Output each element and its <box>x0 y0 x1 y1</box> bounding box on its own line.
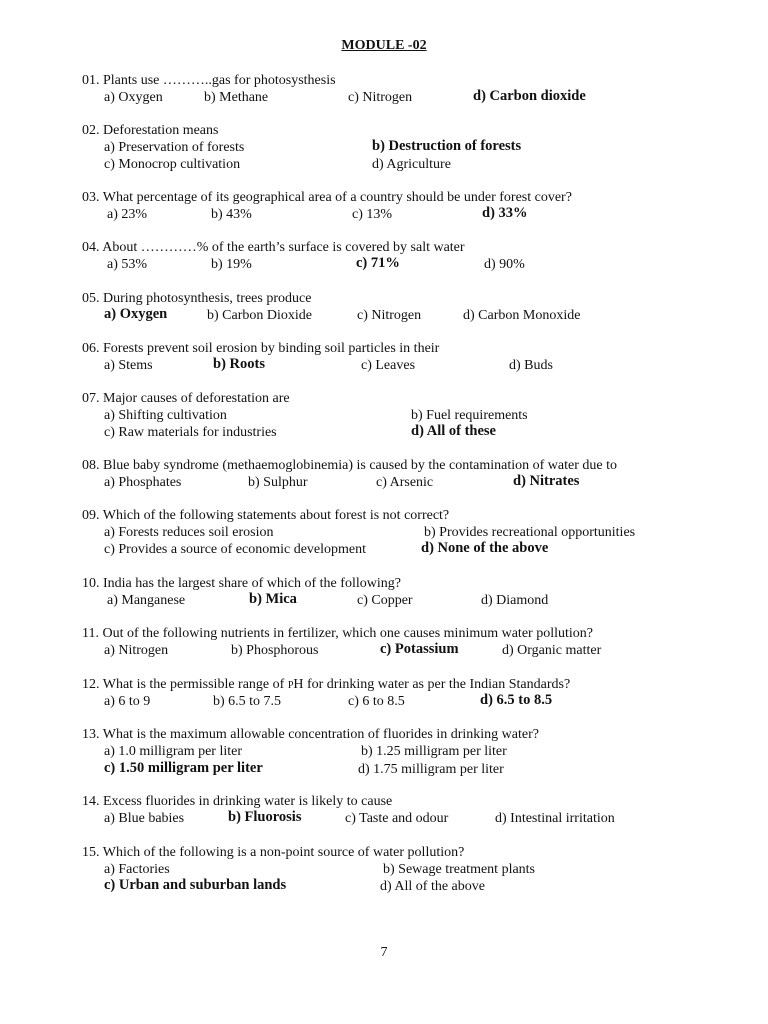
option-b: b) Phosphorous <box>231 643 319 658</box>
question-text: 02. Deforestation means <box>82 123 219 138</box>
option-b: b) Carbon Dioxide <box>207 308 312 323</box>
correct-answer: b) Roots <box>213 356 265 372</box>
option-a: a) 1.0 milligram per liter <box>104 744 243 759</box>
option-b: b) Methane <box>204 90 269 105</box>
option-c: c) Copper <box>357 593 413 608</box>
option-c: c) Taste and odour <box>345 811 449 826</box>
question-text: 10. India has the largest share of which of the following? <box>82 576 401 591</box>
correct-answer: d) Carbon dioxide <box>473 88 586 104</box>
option-c: c) Nitrogen <box>348 90 413 105</box>
option-d: d) Organic matter <box>502 643 602 658</box>
question-text: 03. What percentage of its geographical area of a country should be under forest cover? <box>82 190 572 205</box>
option-d: d) Carbon Monoxide <box>463 308 581 323</box>
option-a: a) Stems <box>104 358 153 373</box>
option-d: d) Buds <box>509 358 553 373</box>
option-c: c) 6 to 8.5 <box>348 694 405 709</box>
correct-answer: d) None of the above <box>421 540 549 556</box>
correct-answer: d) 6.5 to 8.5 <box>480 692 553 708</box>
option-c: c) Leaves <box>361 358 416 373</box>
option-a: a) Forests reduces soil erosion <box>104 525 274 540</box>
option-b: b) Sulphur <box>248 475 308 490</box>
question-text: 06. Forests prevent soil erosion by binding soil particles in their <box>82 341 440 356</box>
option-b: b) 1.25 milligram per liter <box>361 744 507 759</box>
option-d: d) Diamond <box>481 593 549 608</box>
option-b: b) 6.5 to 7.5 <box>213 694 282 709</box>
question-text: 05. During photosynthesis, trees produce <box>82 291 312 306</box>
correct-answer: d) Nitrates <box>513 473 580 489</box>
correct-answer: b) Mica <box>249 591 297 607</box>
option-a: a) 53% <box>107 257 148 272</box>
option-a: a) 23% <box>107 207 148 222</box>
page-title: MODULE -02 <box>341 38 427 53</box>
option-a: a) 6 to 9 <box>104 694 151 709</box>
option-c: c) Arsenic <box>376 475 434 490</box>
option-b: b) Provides recreational opportunities <box>424 525 636 540</box>
question-text: 01. Plants use ………..gas for photosysthesis <box>82 73 336 88</box>
question-text: 09. Which of the following statements about forest is not correct? <box>82 508 450 523</box>
option-b: b) 43% <box>211 207 252 222</box>
option-a: a) Oxygen <box>104 90 163 105</box>
question-text: 11. Out of the following nutrients in fertilizer, which one causes minimum water pollution? <box>82 626 593 641</box>
option-b: b) 19% <box>211 257 252 272</box>
option-a: a) Shifting cultivation <box>104 408 227 423</box>
ph-prefix: P <box>287 680 294 691</box>
question-text: 15. Which of the following is a non-point source of water pollution? <box>82 845 465 860</box>
correct-answer: d) 33% <box>482 205 528 221</box>
option-d: d) 1.75 milligram per liter <box>358 762 504 777</box>
correct-answer: b) Fluorosis <box>228 809 302 825</box>
question-text: 04. About …………% of the earth’s surface is covered by salt water <box>82 240 465 255</box>
page-number: 7 <box>380 945 388 960</box>
option-d: d) Agriculture <box>372 157 451 172</box>
correct-answer: c) 71% <box>356 255 400 271</box>
option-c: c) Nitrogen <box>357 308 422 323</box>
question-text: 13. What is the maximum allowable concentration of fluorides in drinking water? <box>82 727 539 742</box>
correct-answer: c) 1.50 milligram per liter <box>104 760 263 776</box>
correct-answer: c) Potassium <box>380 641 459 657</box>
option-a: a) Manganese <box>107 593 186 608</box>
option-d: d) All of the above <box>380 879 485 894</box>
option-a: a) Factories <box>104 862 170 877</box>
option-a: a) Nitrogen <box>104 643 169 658</box>
option-c: c) Provides a source of economic development <box>104 542 367 557</box>
option-a: a) Preservation of forests <box>104 140 245 155</box>
question-text: 08. Blue baby syndrome (methaemoglobinemia) is caused by the contamination of water due to <box>82 458 617 473</box>
option-a: a) Phosphates <box>104 475 182 490</box>
question-text-part: H for drinking water as per the Indian Standards? <box>293 677 571 692</box>
question-text-part: 12. What is the permissible range of <box>82 677 288 692</box>
option-c: c) 13% <box>352 207 393 222</box>
question-text: 07. Major causes of deforestation are <box>82 391 290 406</box>
option-c: c) Monocrop cultivation <box>104 157 241 172</box>
question-text: 14. Excess fluorides in drinking water is likely to cause <box>82 794 393 809</box>
correct-answer: c) Urban and suburban lands <box>104 877 287 893</box>
correct-answer: b) Destruction of forests <box>372 138 522 154</box>
option-a: a) Blue babies <box>104 811 185 826</box>
correct-answer: a) Oxygen <box>104 306 168 322</box>
option-b: b) Fuel requirements <box>411 408 528 423</box>
option-d: d) Intestinal irritation <box>495 811 615 826</box>
option-b: b) Sewage treatment plants <box>383 862 536 877</box>
correct-answer: d) All of these <box>411 423 496 439</box>
option-d: d) 90% <box>484 257 525 272</box>
option-c: c) Raw materials for industries <box>104 425 277 440</box>
